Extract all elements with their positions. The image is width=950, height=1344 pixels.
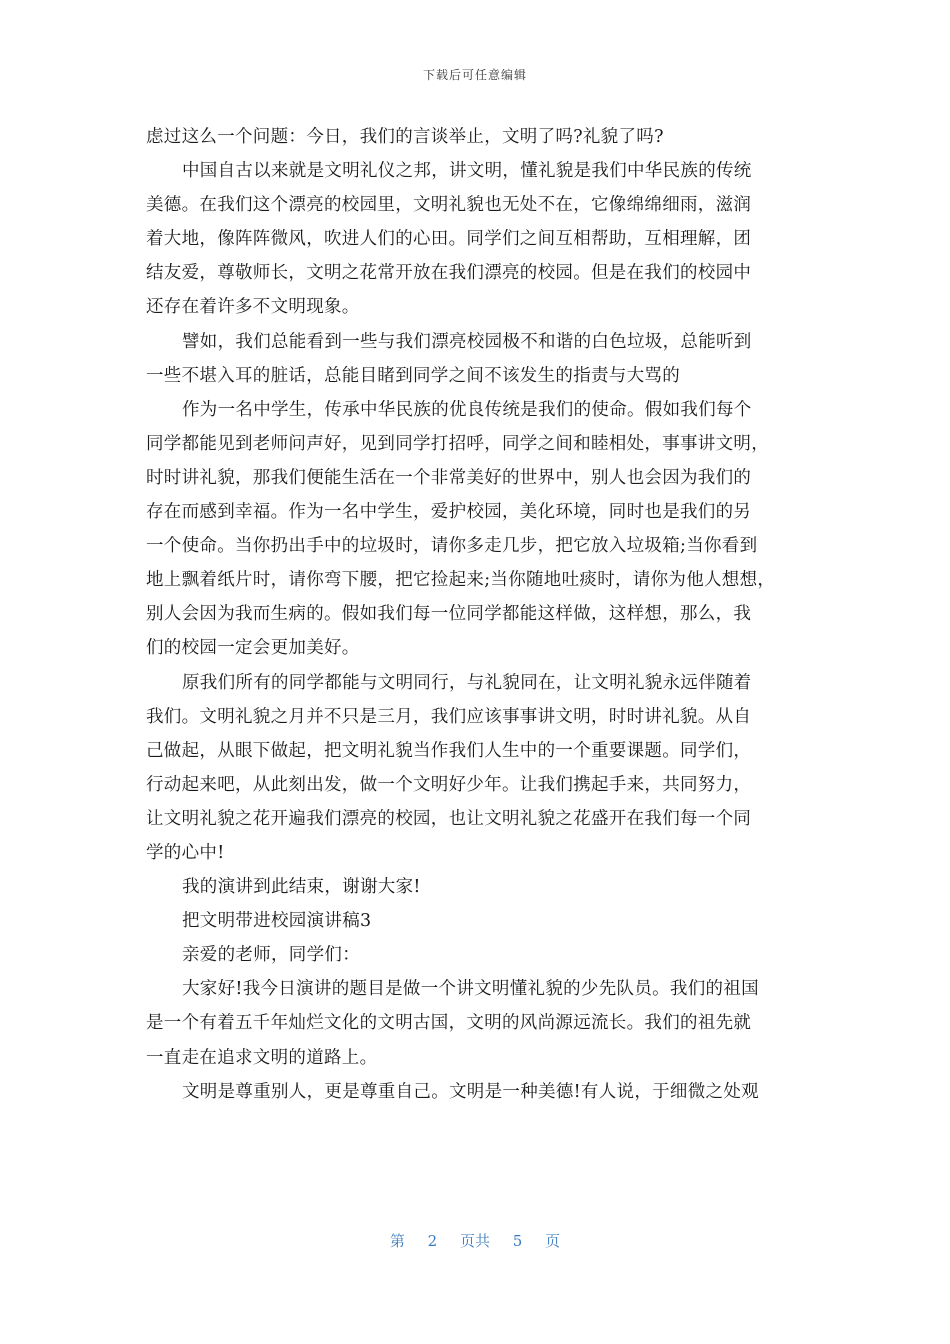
text-line: 一些不堪入耳的脏话，总能目睹到同学之间不该发生的指责与大骂的: [146, 365, 680, 386]
page-footer: [0, 1230, 950, 1251]
text-line: 文明是尊重别人，更是尊重自己。文明是一种美德!有人说，于细微之处观: [182, 1081, 759, 1102]
text-line: 结友爱，尊敬师长，文明之花常开放在我们漂亮的校园。但是在我们的校园中: [146, 263, 752, 284]
text-line: 学的心中!: [146, 842, 225, 863]
page-mid: 页共: [459, 1232, 490, 1250]
text-line: 大家好!我今日演讲的题目是做一个讲文明懂礼貌的少先队员。我们的祖国: [182, 979, 759, 1000]
text-line: 地上飘着纸片时，请你弯下腰，把它捡起来;当你随地吐痰时，请你为他人想想，: [146, 570, 776, 591]
page-label: 第: [389, 1232, 405, 1250]
text-line: 是一个有着五千年灿烂文化的文明古国，文明的风尚源远流长。我们的祖先就: [146, 1013, 752, 1034]
page-suffix: 页: [545, 1232, 561, 1250]
page-total: 5: [512, 1232, 523, 1250]
text-line: 我们。文明礼貌之月并不只是三月，我们应该事事讲文明，时时讲礼貌。从自: [146, 706, 752, 727]
text-line: 同学都能见到老师问声好，见到同学打招呼，同学之间和睦相处，事事讲文明，: [146, 433, 769, 454]
text-line: 虑过这么一个问题：今日，我们的言谈举止，文明了吗?礼貌了吗?: [146, 127, 664, 147]
text-line: 们的校园一定会更加美好。: [146, 638, 360, 659]
text-line: 己做起，从眼下做起，把文明礼貌当作我们人生中的一个重要课题。同学们，: [146, 740, 752, 761]
text-line: 着大地，像阵阵微风，吹进人们的心田。同学们之间互相帮助，互相理解，团: [146, 229, 752, 250]
text-line: 作为一名中学生，传承中华民族的优良传统是我们的使命。假如我们每个: [182, 399, 752, 420]
text-line: 行动起来吧，从此刻出发，做一个文明好少年。让我们携起手来，共同努力，: [146, 774, 752, 795]
text-line: 中国自古以来就是文明礼仪之邦，讲文明，懂礼貌是我们中华民族的传统: [182, 161, 752, 182]
text-line: 还存在着许多不文明现象。: [146, 297, 360, 318]
text-line: 时时讲礼貌，那我们便能生活在一个非常美好的世界中，别人也会因为我们的: [146, 467, 752, 488]
text-line: 一直走在追求文明的道路上。: [146, 1047, 378, 1068]
document-body: [146, 120, 818, 1109]
section-title: 把文明带进校园演讲稿3: [182, 911, 372, 932]
text-line: 存在而感到幸福。作为一名中学生，爱护校园，美化环境，同时也是我们的另: [146, 502, 752, 523]
page-header: 下载后可任意编辑: [422, 68, 527, 82]
text-line: 亲爱的老师，同学们：: [182, 945, 360, 966]
text-line: 原我们所有的同学都能与文明同行，与礼貌同在，让文明礼貌永远伴随着: [182, 672, 752, 693]
page-current: 2: [427, 1232, 438, 1250]
text-line: 让文明礼貌之花开遍我们漂亮的校园，也让文明礼貌之花盛开在我们每一个同: [146, 808, 752, 829]
text-line: 我的演讲到此结束，谢谢大家!: [182, 877, 421, 898]
text-line: 譬如，我们总能看到一些与我们漂亮校园极不和谐的白色垃圾，总能听到: [182, 331, 752, 352]
text-line: 别人会因为我而生病的。假如我们每一位同学都能这样做，这样想，那么，我: [146, 604, 752, 625]
text-line: 一个使命。当你扔出手中的垃圾时，请你多走几步，把它放入垃圾箱;当你看到: [146, 536, 758, 557]
text-line: 美德。在我们这个漂亮的校园里，文明礼貌也无处不在，它像绵绵细雨，滋润: [146, 195, 752, 216]
